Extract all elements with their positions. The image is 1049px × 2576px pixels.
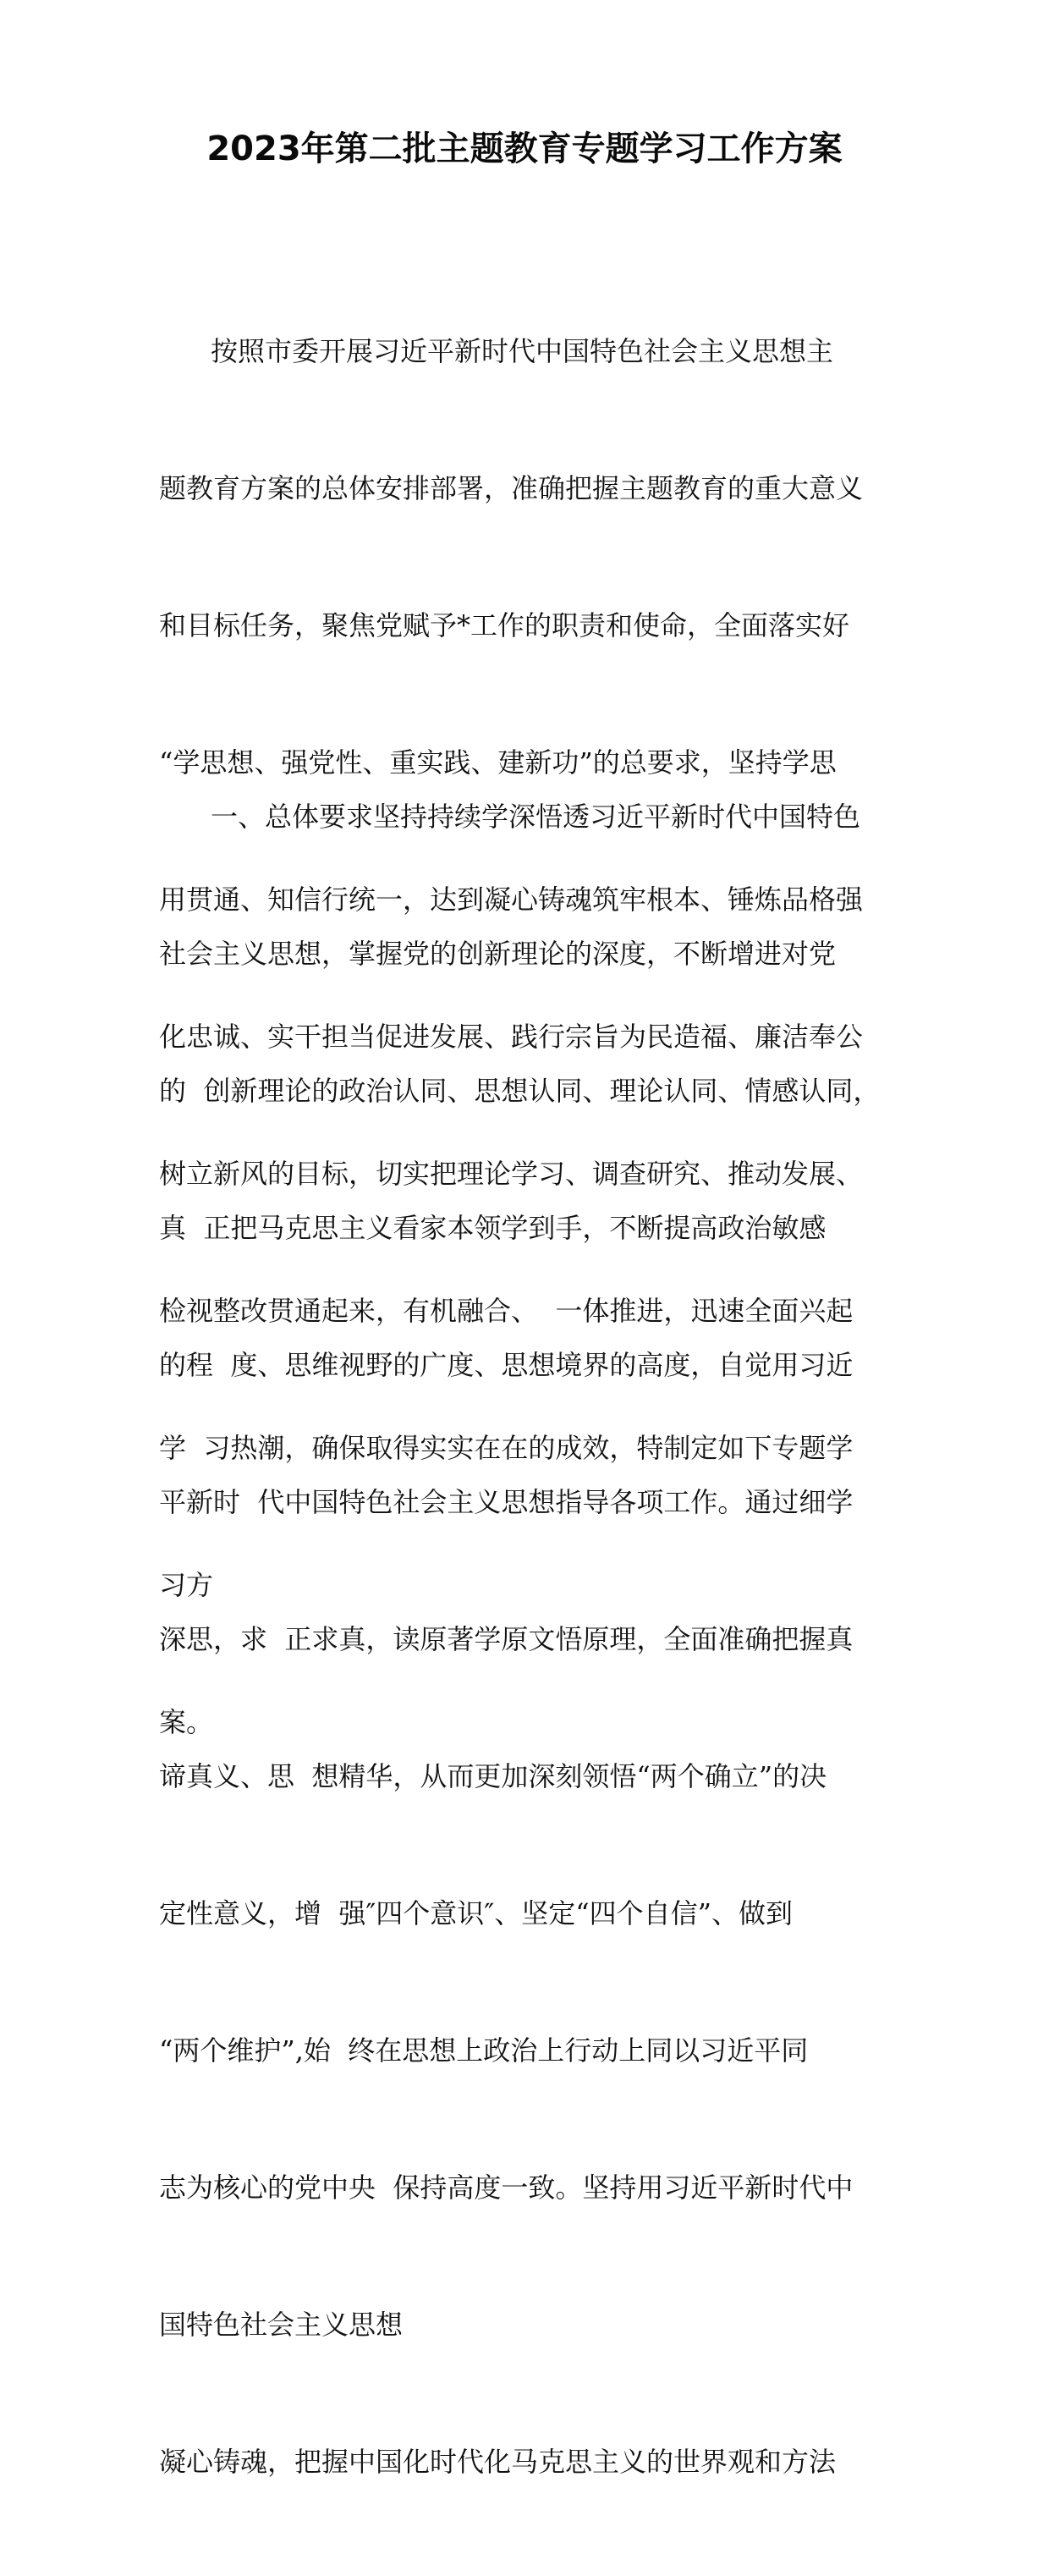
text-line: 平新时 代中国特色社会主义思想指导各项工作。通过细学 — [159, 1486, 854, 1518]
text-line: “两个维护”,始 终在思想上政治上行动上同以习近平同 — [159, 2034, 809, 2067]
text-line: 深思，求 正求真，读原著学原文悟原理，全面准确把握真 — [159, 1623, 854, 1655]
text-line: 定性意义，增 强″四个意识″、坚定“四个自信”、做到 — [159, 1897, 793, 1929]
text-line: 化忠诚、实干担当促进发展、践行宗旨为民造福、廉洁奉公 — [159, 1021, 864, 1053]
text-line: 志为核心的党中央 保持高度一致。坚持用习近平新时代中 — [159, 2171, 854, 2204]
document-title: 2023年第二批主题教育专题学习工作方案 — [206, 129, 843, 168]
paragraph-general-requirements — [159, 702, 903, 2576]
text-line: 树立新风的目标，切实把理论学习、调查研究、推动发展、 — [159, 1158, 864, 1190]
text-line: 和目标任务，聚焦党赋予*工作的职责和使命，全面落实好 — [159, 609, 850, 641]
text-line: 案。 — [159, 1706, 214, 1738]
text-line: 用贯通、知信行统一，达到凝心铸魂筑牢根本、锤炼品格强 — [159, 883, 864, 916]
text-line: 谛真义、思 想精华，从而更加深刻领悟“两个确立”的决 — [159, 1760, 827, 1792]
text-line: 社会主义思想，掌握党的创新理论的深度，不断增进对党 — [159, 938, 837, 970]
text-line: 凝心铸魂，把握中国化时代化马克思主义的世界观和方法 — [159, 2446, 837, 2478]
text-line: 一、总体要求坚持持续学深悟透习近平新时代中国特色 — [159, 801, 861, 833]
text-line: 的 创新理论的政治认同、思想认同、理论认同、情感认同， — [159, 1075, 881, 1107]
text-line: 学 习热潮，确保取得实实在在的成效，特制定如下专题学 — [159, 1432, 854, 1464]
text-line: 题教育方案的总体安排部署，准确把握主题教育的重大意义 — [159, 472, 864, 504]
text-line: “学思想、强党性、重实践、建新功”的总要求，坚持学思 — [159, 746, 837, 779]
text-line: 国特色社会主义思想 — [159, 2309, 404, 2341]
text-line: 真 正把马克思主义看家本领学到手，不断提高政治敏感 — [159, 1212, 827, 1244]
text-line: 检视整改贯通起来，有机融合、 一体推进，迅速全面兴起 — [159, 1295, 854, 1327]
text-line: 按照市委开展习近平新时代中国特色社会主义思想主 — [159, 335, 834, 367]
text-line: 的程 度、思维视野的广度、思想境界的高度，自觉用习近 — [159, 1349, 854, 1381]
text-line: 习方 — [159, 1569, 214, 1601]
